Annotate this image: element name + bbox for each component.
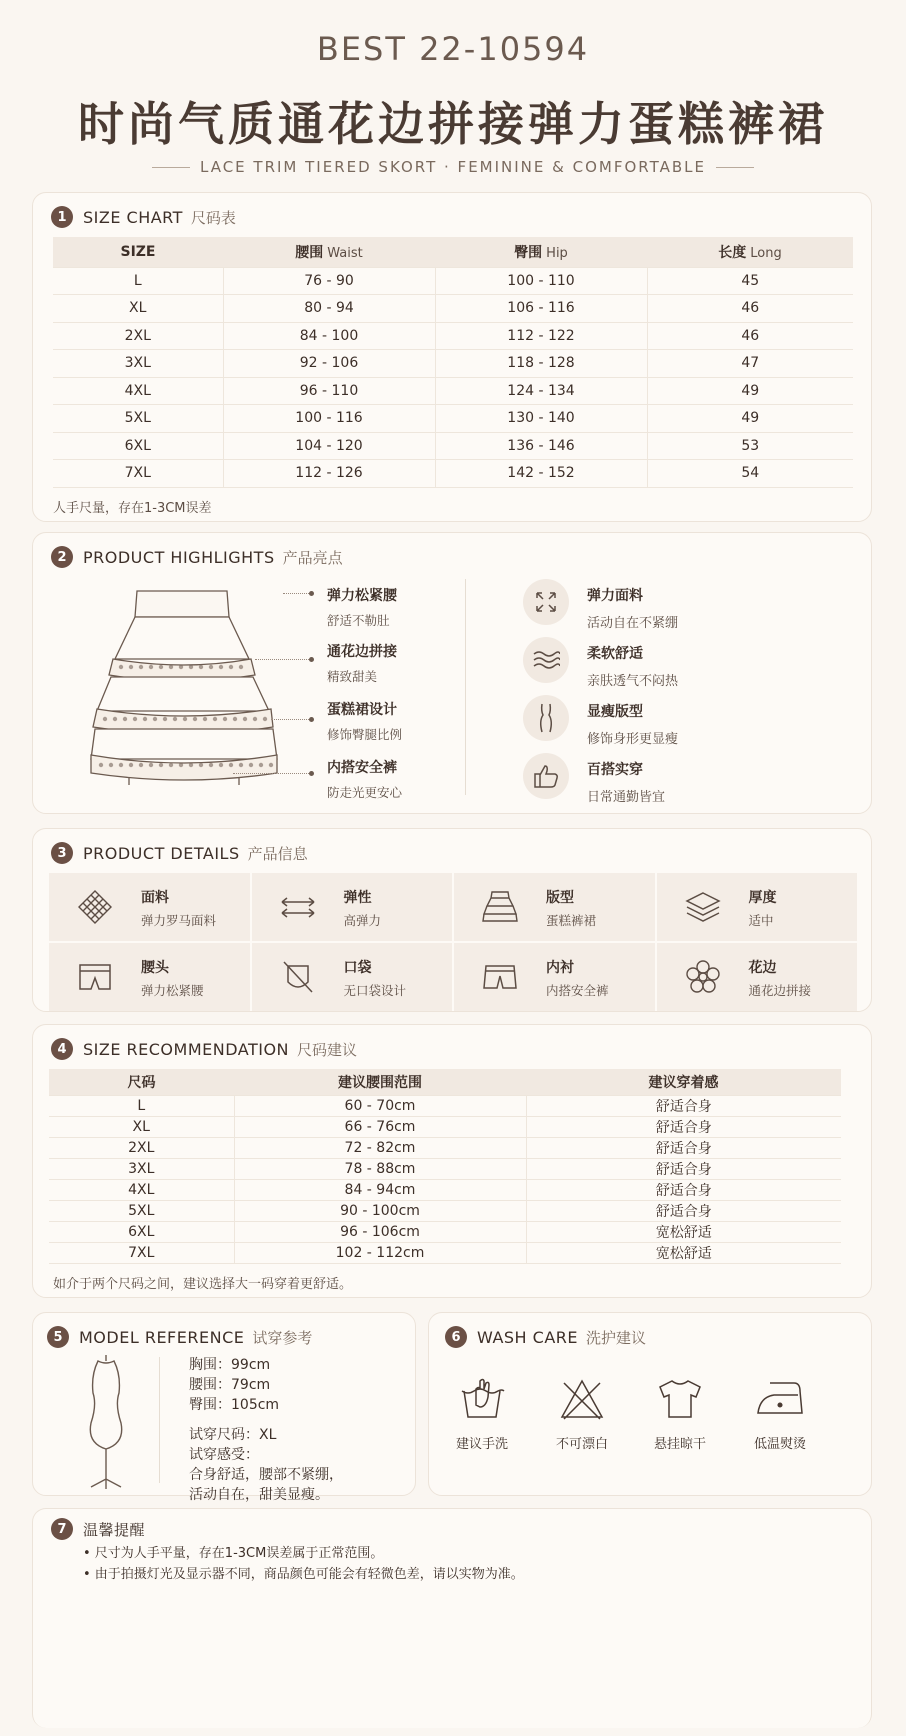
model-feel-label: 试穿感受： [189, 1447, 259, 1463]
table-row [49, 1137, 841, 1158]
callout-dot [309, 657, 314, 662]
section-title-cn: 产品亮点 [282, 548, 343, 567]
detail-title: 内衬 [546, 960, 574, 976]
model-feel-line2: 活动自在，甜美显瘦。 [189, 1487, 329, 1503]
table-cell: 60 - 70cm [234, 1095, 526, 1116]
col-size: 尺码 [49, 1069, 234, 1095]
divider-right [716, 167, 754, 168]
waistband-icon [75, 957, 115, 997]
table-cell: 舒适合身 [526, 1179, 841, 1200]
detail-pocket [252, 943, 453, 1011]
detail-title: 腰头 [141, 960, 169, 976]
table-row [53, 405, 853, 433]
table-cell: 84 - 100 [223, 322, 435, 350]
section-title-en: WASH CARE [477, 1327, 579, 1347]
detail-value: 通花边拼接 [748, 983, 812, 998]
detail-thickness [657, 873, 858, 941]
table-cell: XL [53, 295, 223, 323]
table-cell: 112 - 122 [435, 322, 647, 350]
col-size: SIZE [53, 237, 223, 267]
table-cell: L [53, 267, 223, 295]
model-heading [47, 1325, 312, 1349]
detail-value: 内搭安全裤 [546, 983, 609, 998]
section-title-cn: 尺码建议 [297, 1040, 358, 1059]
table-header-row [53, 237, 853, 267]
tip-item: • 尺寸为人手平量，存在1-3CM误差属于正常范围。 [83, 1546, 384, 1561]
table-cell: 7XL [53, 460, 223, 488]
table-cell: 6XL [49, 1221, 234, 1242]
table-cell: 104 - 120 [223, 432, 435, 460]
table-cell: 47 [647, 350, 853, 378]
table-cell: 6XL [53, 432, 223, 460]
care-no-bleach [537, 1373, 627, 1452]
model-bust: 胸围：99cm [189, 1357, 271, 1373]
table-cell: 92 - 106 [223, 350, 435, 378]
size-chart-card [32, 192, 872, 522]
table-cell: 舒适合身 [526, 1200, 841, 1221]
col-waist: 腰围 Waist [223, 237, 435, 267]
table-row [53, 377, 853, 405]
detail-title: 口袋 [343, 960, 372, 976]
care-low-iron [735, 1373, 825, 1452]
callout-dot [309, 591, 314, 596]
callout-dot [309, 717, 314, 722]
table-cell: 100 - 116 [223, 405, 435, 433]
section-title-cn: 尺码表 [190, 208, 236, 227]
page-title: 时尚气质通花边拼接弹力蛋糕裤裙 [78, 97, 828, 151]
tip-item: • 由于拍摄灯光及显示器不同，商品颜色可能会有轻微色差，请以实物为准。 [83, 1567, 524, 1582]
table-cell: 宽松舒适 [526, 1221, 841, 1242]
feature-elastic: 弹力面料 活动自在不紧绷 [587, 588, 679, 631]
body-silhouette-icon [523, 695, 569, 741]
table-cell: 130 - 140 [435, 405, 647, 433]
section-title-en: PRODUCT DETAILS [83, 843, 240, 863]
table-cell: 53 [647, 432, 853, 460]
table-cell: 46 [647, 322, 853, 350]
care-hang-dry [635, 1373, 725, 1452]
table-row [53, 432, 853, 460]
details-grid [49, 873, 857, 1011]
detail-elasticity [252, 873, 453, 941]
low-iron-icon [735, 1373, 825, 1425]
table-cell: 舒适合身 [526, 1116, 841, 1137]
table-cell: 106 - 116 [435, 295, 647, 323]
table-cell: 76 - 90 [223, 267, 435, 295]
section-title-en: SIZE RECOMMENDATION [83, 1039, 290, 1059]
highlights-card [32, 532, 872, 814]
table-cell: 舒适合身 [526, 1137, 841, 1158]
section-title-cn: 产品信息 [247, 844, 308, 863]
table-cell: 宽松舒适 [526, 1242, 841, 1263]
highlights-heading [51, 545, 343, 569]
callout-dot [309, 771, 314, 776]
section-number: 4 [51, 1038, 73, 1060]
fabric-weave-icon [75, 887, 115, 927]
section-number: 3 [51, 842, 73, 864]
no-pocket-icon [278, 957, 318, 997]
feature-slim: 显瘦版型 修饰身形更显瘦 [587, 704, 679, 747]
divider-left [152, 167, 190, 168]
col-fit-feel: 建议穿着感 [526, 1069, 841, 1095]
detail-lace [657, 943, 858, 1011]
table-cell: 72 - 82cm [234, 1137, 526, 1158]
feature-versatile: 百搭实穿 日常通勤皆宜 [587, 762, 666, 805]
table-row [53, 267, 853, 295]
details-heading [51, 841, 308, 865]
callout-tiered: 蛋糕裙设计 修饰臀腿比例 [327, 702, 403, 742]
table-cell: 80 - 94 [223, 295, 435, 323]
feature-soft: 柔软舒适 亲肤透气不闷热 [587, 646, 679, 689]
detail-value: 弹力罗马面料 [141, 913, 217, 928]
product-code: BEST 22-10594 [316, 30, 590, 68]
subtitle-text: LACE TRIM TIERED SKORT · FEMININE & COMFORTABLE [200, 158, 706, 176]
section-title-cn: 试穿参考 [252, 1328, 313, 1347]
callout-shorts: 内搭安全裤 防走光更安心 [327, 760, 403, 800]
table-cell: 124 - 134 [435, 377, 647, 405]
detail-value: 高弹力 [343, 913, 382, 928]
table-header-row [49, 1069, 841, 1095]
table-cell: 3XL [53, 350, 223, 378]
section-title-en: SIZE CHART [83, 207, 183, 227]
page-subtitle [0, 158, 906, 176]
vertical-divider [465, 579, 466, 795]
col-length: 长度 Long [647, 237, 853, 267]
care-label: 悬挂晾干 [653, 1437, 706, 1452]
thumbs-up-icon [523, 753, 569, 799]
table-cell: XL [49, 1116, 234, 1137]
section-number: 1 [51, 206, 73, 228]
table-cell: 90 - 100cm [234, 1200, 526, 1221]
size-chart-heading [51, 205, 236, 229]
table-row [49, 1158, 841, 1179]
model-waist: 腰围：79cm [189, 1377, 271, 1393]
detail-fabric [49, 873, 250, 941]
table-row [49, 1179, 841, 1200]
detail-value: 弹力松紧腰 [141, 983, 204, 998]
no-bleach-icon [537, 1373, 627, 1425]
section-number: 2 [51, 546, 73, 568]
detail-waistband [49, 943, 250, 1011]
table-cell: 7XL [49, 1242, 234, 1263]
table-row [49, 1221, 841, 1242]
flower-lace-icon [683, 957, 723, 997]
table-cell: 舒适合身 [526, 1158, 841, 1179]
table-cell: 96 - 110 [223, 377, 435, 405]
wash-care-heading [445, 1325, 646, 1349]
table-cell: 54 [647, 460, 853, 488]
section-number: 7 [51, 1518, 73, 1540]
table-row [53, 295, 853, 323]
detail-title: 厚度 [748, 890, 777, 906]
recommendation-heading [51, 1037, 357, 1061]
table-row [49, 1116, 841, 1137]
tiered-skirt-icon [480, 887, 520, 927]
wash-care-card [428, 1312, 872, 1496]
detail-title: 花边 [748, 960, 777, 976]
table-row [49, 1242, 841, 1263]
table-cell: 49 [647, 377, 853, 405]
care-label: 不可漂白 [555, 1437, 608, 1452]
care-hand-wash [437, 1373, 527, 1452]
col-waist-range: 建议腰围范围 [234, 1069, 526, 1095]
table-cell: 136 - 146 [435, 432, 647, 460]
table-cell: 2XL [53, 322, 223, 350]
recommendation-card [32, 1024, 872, 1298]
detail-fit [454, 873, 655, 941]
layers-icon [683, 887, 723, 927]
detail-value: 适中 [748, 913, 774, 928]
recommendation-table [49, 1069, 841, 1264]
detail-title: 弹性 [343, 890, 372, 906]
table-cell: 5XL [49, 1200, 234, 1221]
section-number: 5 [47, 1326, 69, 1348]
table-cell: 112 - 126 [223, 460, 435, 488]
table-cell: 66 - 76cm [234, 1116, 526, 1137]
stretch-arrows-icon [523, 579, 569, 625]
section-number: 6 [445, 1326, 467, 1348]
tips-card [32, 1508, 872, 1728]
table-cell: 142 - 152 [435, 460, 647, 488]
table-cell: 5XL [53, 405, 223, 433]
detail-value: 蛋糕裤裙 [546, 913, 597, 928]
table-cell: 118 - 128 [435, 350, 647, 378]
table-cell: 78 - 88cm [234, 1158, 526, 1179]
tiered-skirt-illustration [89, 583, 279, 787]
care-label: 低温熨烫 [753, 1437, 806, 1452]
table-cell: 102 - 112cm [234, 1242, 526, 1263]
table-cell: 100 - 110 [435, 267, 647, 295]
table-row [53, 460, 853, 488]
table-cell: 49 [647, 405, 853, 433]
section-title-cn: 洗护建议 [586, 1328, 647, 1347]
hang-dry-icon [635, 1373, 725, 1425]
section-title: 温馨提醒 [83, 1520, 146, 1539]
detail-value: 无口袋设计 [343, 983, 407, 998]
model-reference-card [32, 1312, 416, 1503]
model-size: 试穿尺码：XL [189, 1427, 277, 1443]
table-cell: 3XL [49, 1158, 234, 1179]
table-cell: L [49, 1095, 234, 1116]
detail-title: 面料 [141, 890, 169, 906]
tips-heading [51, 1517, 145, 1541]
table-cell: 4XL [49, 1179, 234, 1200]
table-cell: 46 [647, 295, 853, 323]
table-cell: 45 [647, 267, 853, 295]
elastic-arrows-icon [278, 887, 318, 927]
table-cell: 2XL [49, 1137, 234, 1158]
callout-lace: 通花边拼接 精致甜美 [327, 644, 397, 684]
size-chart-note: 人手尺量，存在1-3CM误差 [53, 501, 212, 516]
table-cell: 4XL [53, 377, 223, 405]
table-cell: 96 - 106cm [234, 1221, 526, 1242]
dress-form-icon [71, 1353, 141, 1491]
table-cell: 84 - 94cm [234, 1179, 526, 1200]
tips-list [83, 1543, 524, 1585]
table-row [49, 1095, 841, 1116]
model-measurements [189, 1355, 343, 1505]
shorts-icon [480, 957, 520, 997]
soft-wave-icon [523, 637, 569, 683]
col-hip: 臀围 Hip [435, 237, 647, 267]
recommendation-note: 如介于两个尺码之间，建议选择大一码穿着更舒适。 [53, 1277, 353, 1292]
model-hip: 臀围：105cm [189, 1397, 280, 1413]
table-row [53, 322, 853, 350]
vertical-divider [159, 1357, 160, 1483]
table-row [49, 1200, 841, 1221]
callout-waist: 弹力松紧腰 舒适不勒肚 [327, 588, 397, 628]
hand-wash-icon [437, 1373, 527, 1425]
table-cell: 舒适合身 [526, 1095, 841, 1116]
detail-lining [454, 943, 655, 1011]
section-title-en: PRODUCT HIGHLIGHTS [83, 547, 275, 567]
model-feel-line1: 合身舒适，腰部不紧绷， [189, 1467, 343, 1483]
section-title-en: MODEL REFERENCE [79, 1327, 245, 1347]
detail-title: 版型 [546, 890, 574, 906]
details-card [32, 828, 872, 1012]
table-row [53, 350, 853, 378]
size-chart-table [53, 237, 853, 488]
care-label: 建议手洗 [455, 1437, 508, 1452]
